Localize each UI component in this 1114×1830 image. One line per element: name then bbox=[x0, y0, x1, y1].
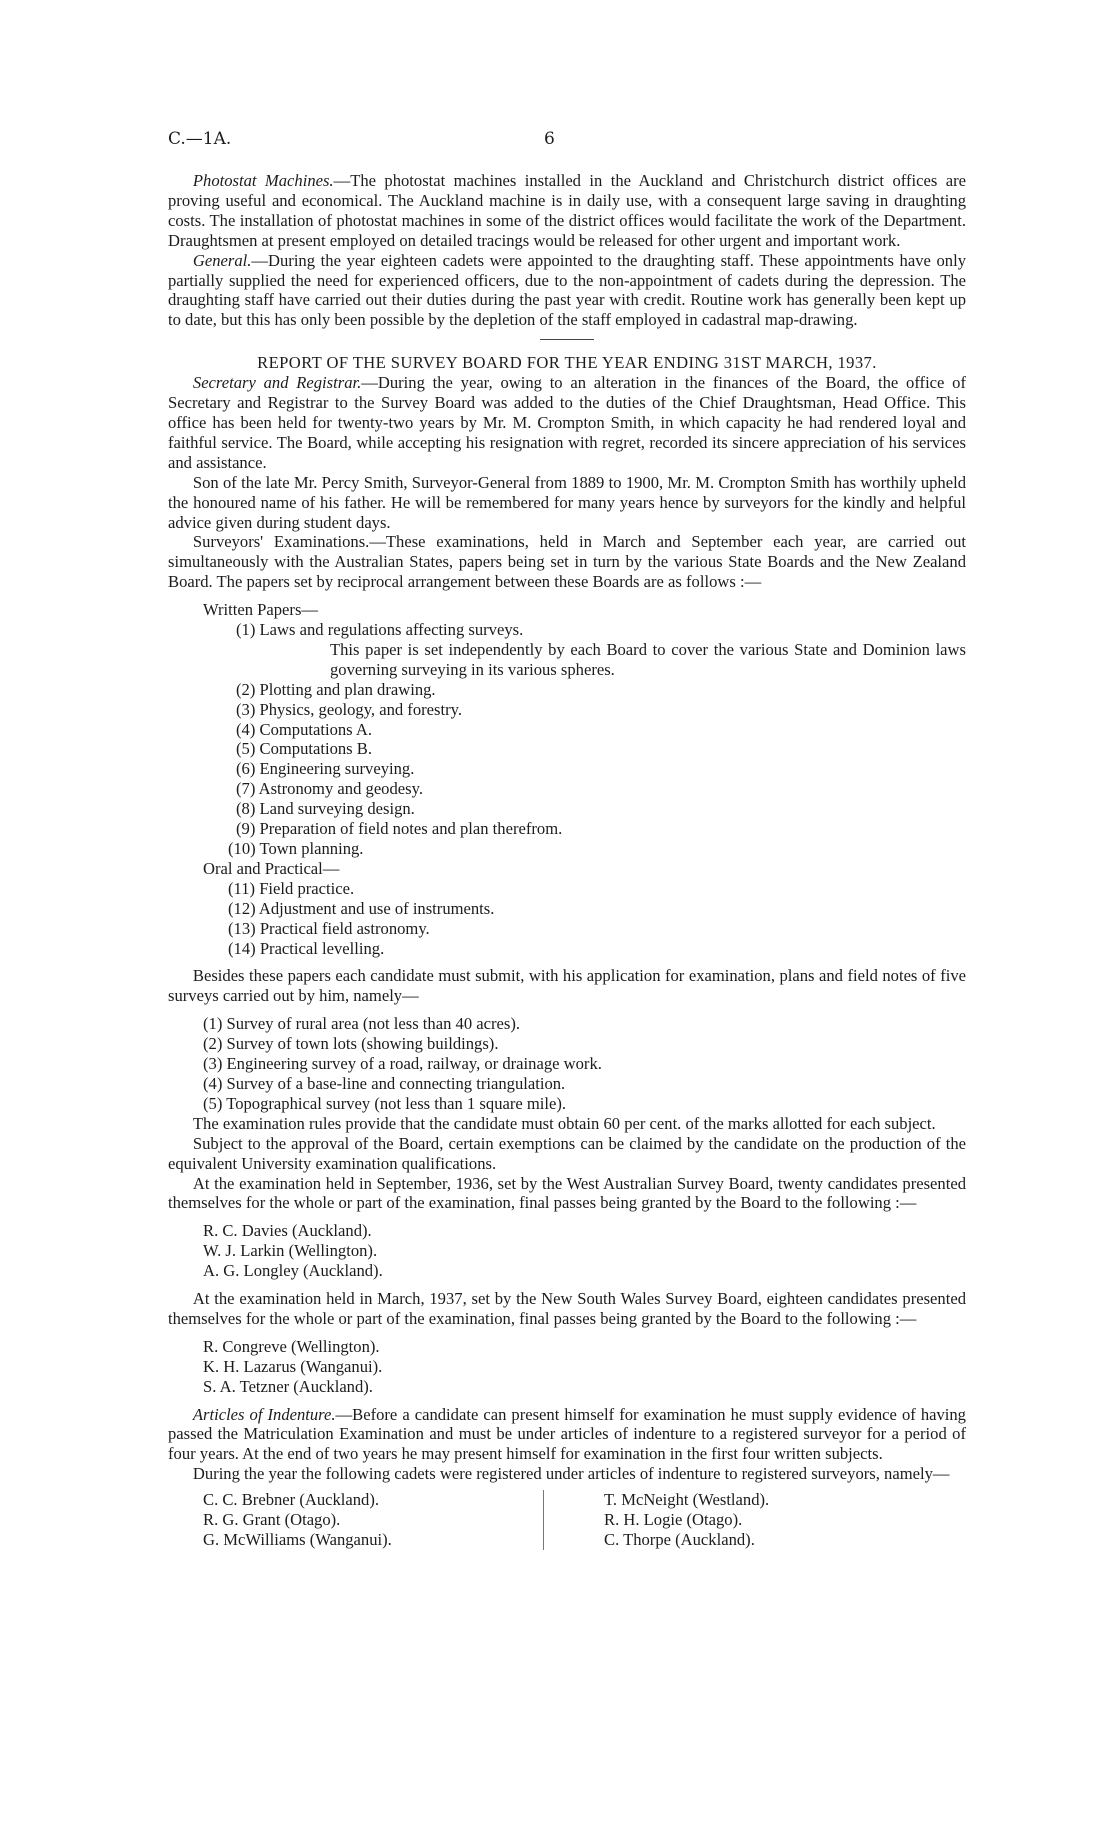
spacer bbox=[168, 1329, 966, 1337]
report-title: REPORT OF THE SURVEY BOARD FOR THE YEAR ENDING 31ST MARCH, 1937. bbox=[257, 353, 877, 373]
son-paragraph bbox=[168, 473, 966, 533]
survey-item: (1) Survey of rural area (not less than 40 acres). bbox=[203, 1014, 521, 1034]
cadet-name: R. H. Logie (Otago). bbox=[604, 1510, 743, 1530]
survey-item: (3) Engineering survey of a road, railway, or drainage work. bbox=[203, 1054, 602, 1074]
cadet-name: C. C. Brebner (Auckland). bbox=[203, 1490, 380, 1510]
photostat-paragraph bbox=[168, 171, 966, 251]
list-item: (12) Adjustment and use of instruments. bbox=[228, 898, 495, 918]
examinations-text: —These examinations, held in March and September each year, are carried out simultaneously with the Australian States, papers being set in turn by the various State Boards and the New Zealand Board. The papers set by reciprocal arrangement between these Boards are as follows :— bbox=[168, 532, 967, 592]
general-paragraph bbox=[168, 251, 966, 331]
spacer bbox=[168, 1213, 966, 1221]
cadet-name: T. McNeight (Westland). bbox=[604, 1490, 770, 1510]
cadet-name: G. McWilliams (Wanganui). bbox=[203, 1530, 392, 1549]
list-item: (5) Computations B. bbox=[236, 739, 372, 759]
section-divider bbox=[540, 339, 594, 340]
list-item: (10) Town planning. bbox=[228, 839, 364, 858]
column-divider bbox=[543, 1490, 544, 1550]
written-papers-note: This paper is set independently by each Board to cover the various State and Dominion laws governing surveying in its various spheres. bbox=[330, 639, 966, 679]
list-item: (9) Preparation of field notes and plan therefrom. bbox=[236, 819, 563, 839]
survey-item: (4) Survey of a base-line and connecting triangulation. bbox=[203, 1073, 566, 1093]
spacer bbox=[168, 1006, 966, 1014]
spacer bbox=[168, 1281, 966, 1289]
page-body bbox=[168, 171, 966, 1550]
rules-paragraph: The examination rules provide that the candidate must obtain 60 per cent. of the marks allotted for each subject. bbox=[192, 1113, 936, 1133]
spacer bbox=[168, 592, 966, 600]
articles-text: —Before a candidate can present himself for examination he must supply evidence of having passed the Matriculation Examination and must be under articles of indenture to a registered surveyor for a period of four years. At the end of two years he may present himself for examination in the first four written subjects. bbox=[168, 1404, 966, 1464]
spacer bbox=[168, 1397, 966, 1405]
secretary-heading: Secretary and Registrar. bbox=[192, 373, 362, 393]
list-item: (13) Practical field astronomy. bbox=[228, 918, 430, 938]
pass-name: W. J. Larkin (Wellington). bbox=[203, 1241, 378, 1261]
page-number: 6 bbox=[544, 129, 555, 149]
exemptions-paragraph: Subject to the approval of the Board, certain exemptions can be claimed by the candidate on the production of the equivalent University examination qualifications. bbox=[168, 1133, 966, 1173]
list-item: (11) Field practice. bbox=[228, 878, 355, 898]
besides-paragraph: Besides these papers each candidate must submit, with his application for examination, plans and field notes of five surveys carried out by him, namely— bbox=[168, 966, 966, 1006]
secretary-text: —During the year, owing to an alteration in the finances of the Board, the office of Secretary and Registrar to the Survey Board was added to the duties of the Chief Draughtsman, Head Office. This office has been held for twenty-two years by Mr. M. Crompton Smith, in which capacity he had rendered loyal and faithful service. The Board, while accepting his resignation with regret, recorded its sincere appreciation of his services and assistance. bbox=[168, 373, 966, 472]
photostat-heading: Photostat Machines. bbox=[192, 171, 334, 190]
photostat-text: —The photostat machines installed in the Auckland and Christchurch district offices are proving useful and economical. The Auckland machine is in daily use, with a consequent large saving in draughting costs. The installation of photostat machines in some of the district offices would facilitate the work of the Department. Draughtsmen at present employed on detailed tracings would be released for other urgent and important work. bbox=[168, 171, 966, 250]
list-item: (4) Computations A. bbox=[236, 719, 372, 739]
cadet-name: R. G. Grant (Otago). bbox=[203, 1510, 341, 1530]
written-papers-label: Written Papers— bbox=[203, 600, 318, 620]
cadets-left-column bbox=[168, 1490, 533, 1550]
list-item: (7) Astronomy and geodesy. bbox=[236, 779, 423, 799]
survey-item: (5) Topographical survey (not less than 1 square mile). bbox=[203, 1093, 567, 1113]
examinations-paragraph bbox=[168, 532, 966, 592]
list-item: (14) Practical levelling. bbox=[228, 938, 385, 958]
document-code: C.—1A. bbox=[168, 129, 232, 149]
articles-heading: Articles of Indenture. bbox=[192, 1404, 336, 1424]
examinations-heading: Surveyors' Examinations. bbox=[192, 532, 370, 552]
list-item: (2) Plotting and plan drawing. bbox=[236, 679, 436, 699]
pass-name: R. C. Davies (Auckland). bbox=[203, 1221, 372, 1241]
cadets-right-column bbox=[564, 1490, 769, 1550]
oral-practical-label: Oral and Practical— bbox=[203, 858, 340, 878]
list-item: (3) Physics, geology, and forestry. bbox=[236, 699, 462, 719]
september-paragraph: At the examination held in September, 1936, set by the West Australian Survey Board, twenty candidates presented themselves for the whole or part of the examination, final passes being granted by the Board to the following :— bbox=[168, 1173, 966, 1213]
spacer bbox=[168, 958, 966, 966]
survey-item: (2) Survey of town lots (showing buildings). bbox=[203, 1034, 499, 1054]
son-text: Son of the late Mr. Percy Smith, Surveyor-General from 1889 to 1900, Mr. M. Crompton Smith has worthily upheld the honoured name of his father. He will be remembered for many years hence by surveyors for the kindly and helpful advice given during student days. bbox=[168, 472, 966, 532]
list-item: (8) Land surveying design. bbox=[236, 799, 415, 819]
pass-name: A. G. Longley (Auckland). bbox=[203, 1261, 383, 1281]
cadet-name: C. Thorpe (Auckland). bbox=[604, 1530, 755, 1549]
march-paragraph: At the examination held in March, 1937, set by the New South Wales Survey Board, eighteen candidates presented themselves for the whole or part of the examination, final passes being granted by the Board to the following :— bbox=[168, 1289, 966, 1328]
pass-name: K. H. Lazarus (Wanganui). bbox=[203, 1356, 383, 1376]
secretary-paragraph bbox=[168, 373, 966, 473]
list-item: (1) Laws and regulations affecting surveys. bbox=[236, 620, 524, 640]
list-item: (6) Engineering surveying. bbox=[236, 759, 415, 779]
articles-paragraph bbox=[168, 1405, 966, 1465]
pass-name: S. A. Tetzner (Auckland). bbox=[203, 1376, 373, 1396]
general-heading: General. bbox=[192, 250, 252, 270]
cadets-columns bbox=[168, 1490, 966, 1550]
cadets-paragraph: During the year the following cadets were registered under articles of indenture to registered surveyors, namely— bbox=[192, 1464, 950, 1484]
pass-name: R. Congreve (Wellington). bbox=[203, 1336, 380, 1356]
general-text: —During the year eighteen cadets were appointed to the draughting staff. These appointments have only partially supplied the need for experienced officers, due to the non-appointment of cadets during the depression. The draughting staff have carried out their duties during the past year with credit. Routine work has generally been kept up to date, but this has only been possible by the depletion of the staff employed in cadastral map-drawing. bbox=[168, 250, 966, 330]
